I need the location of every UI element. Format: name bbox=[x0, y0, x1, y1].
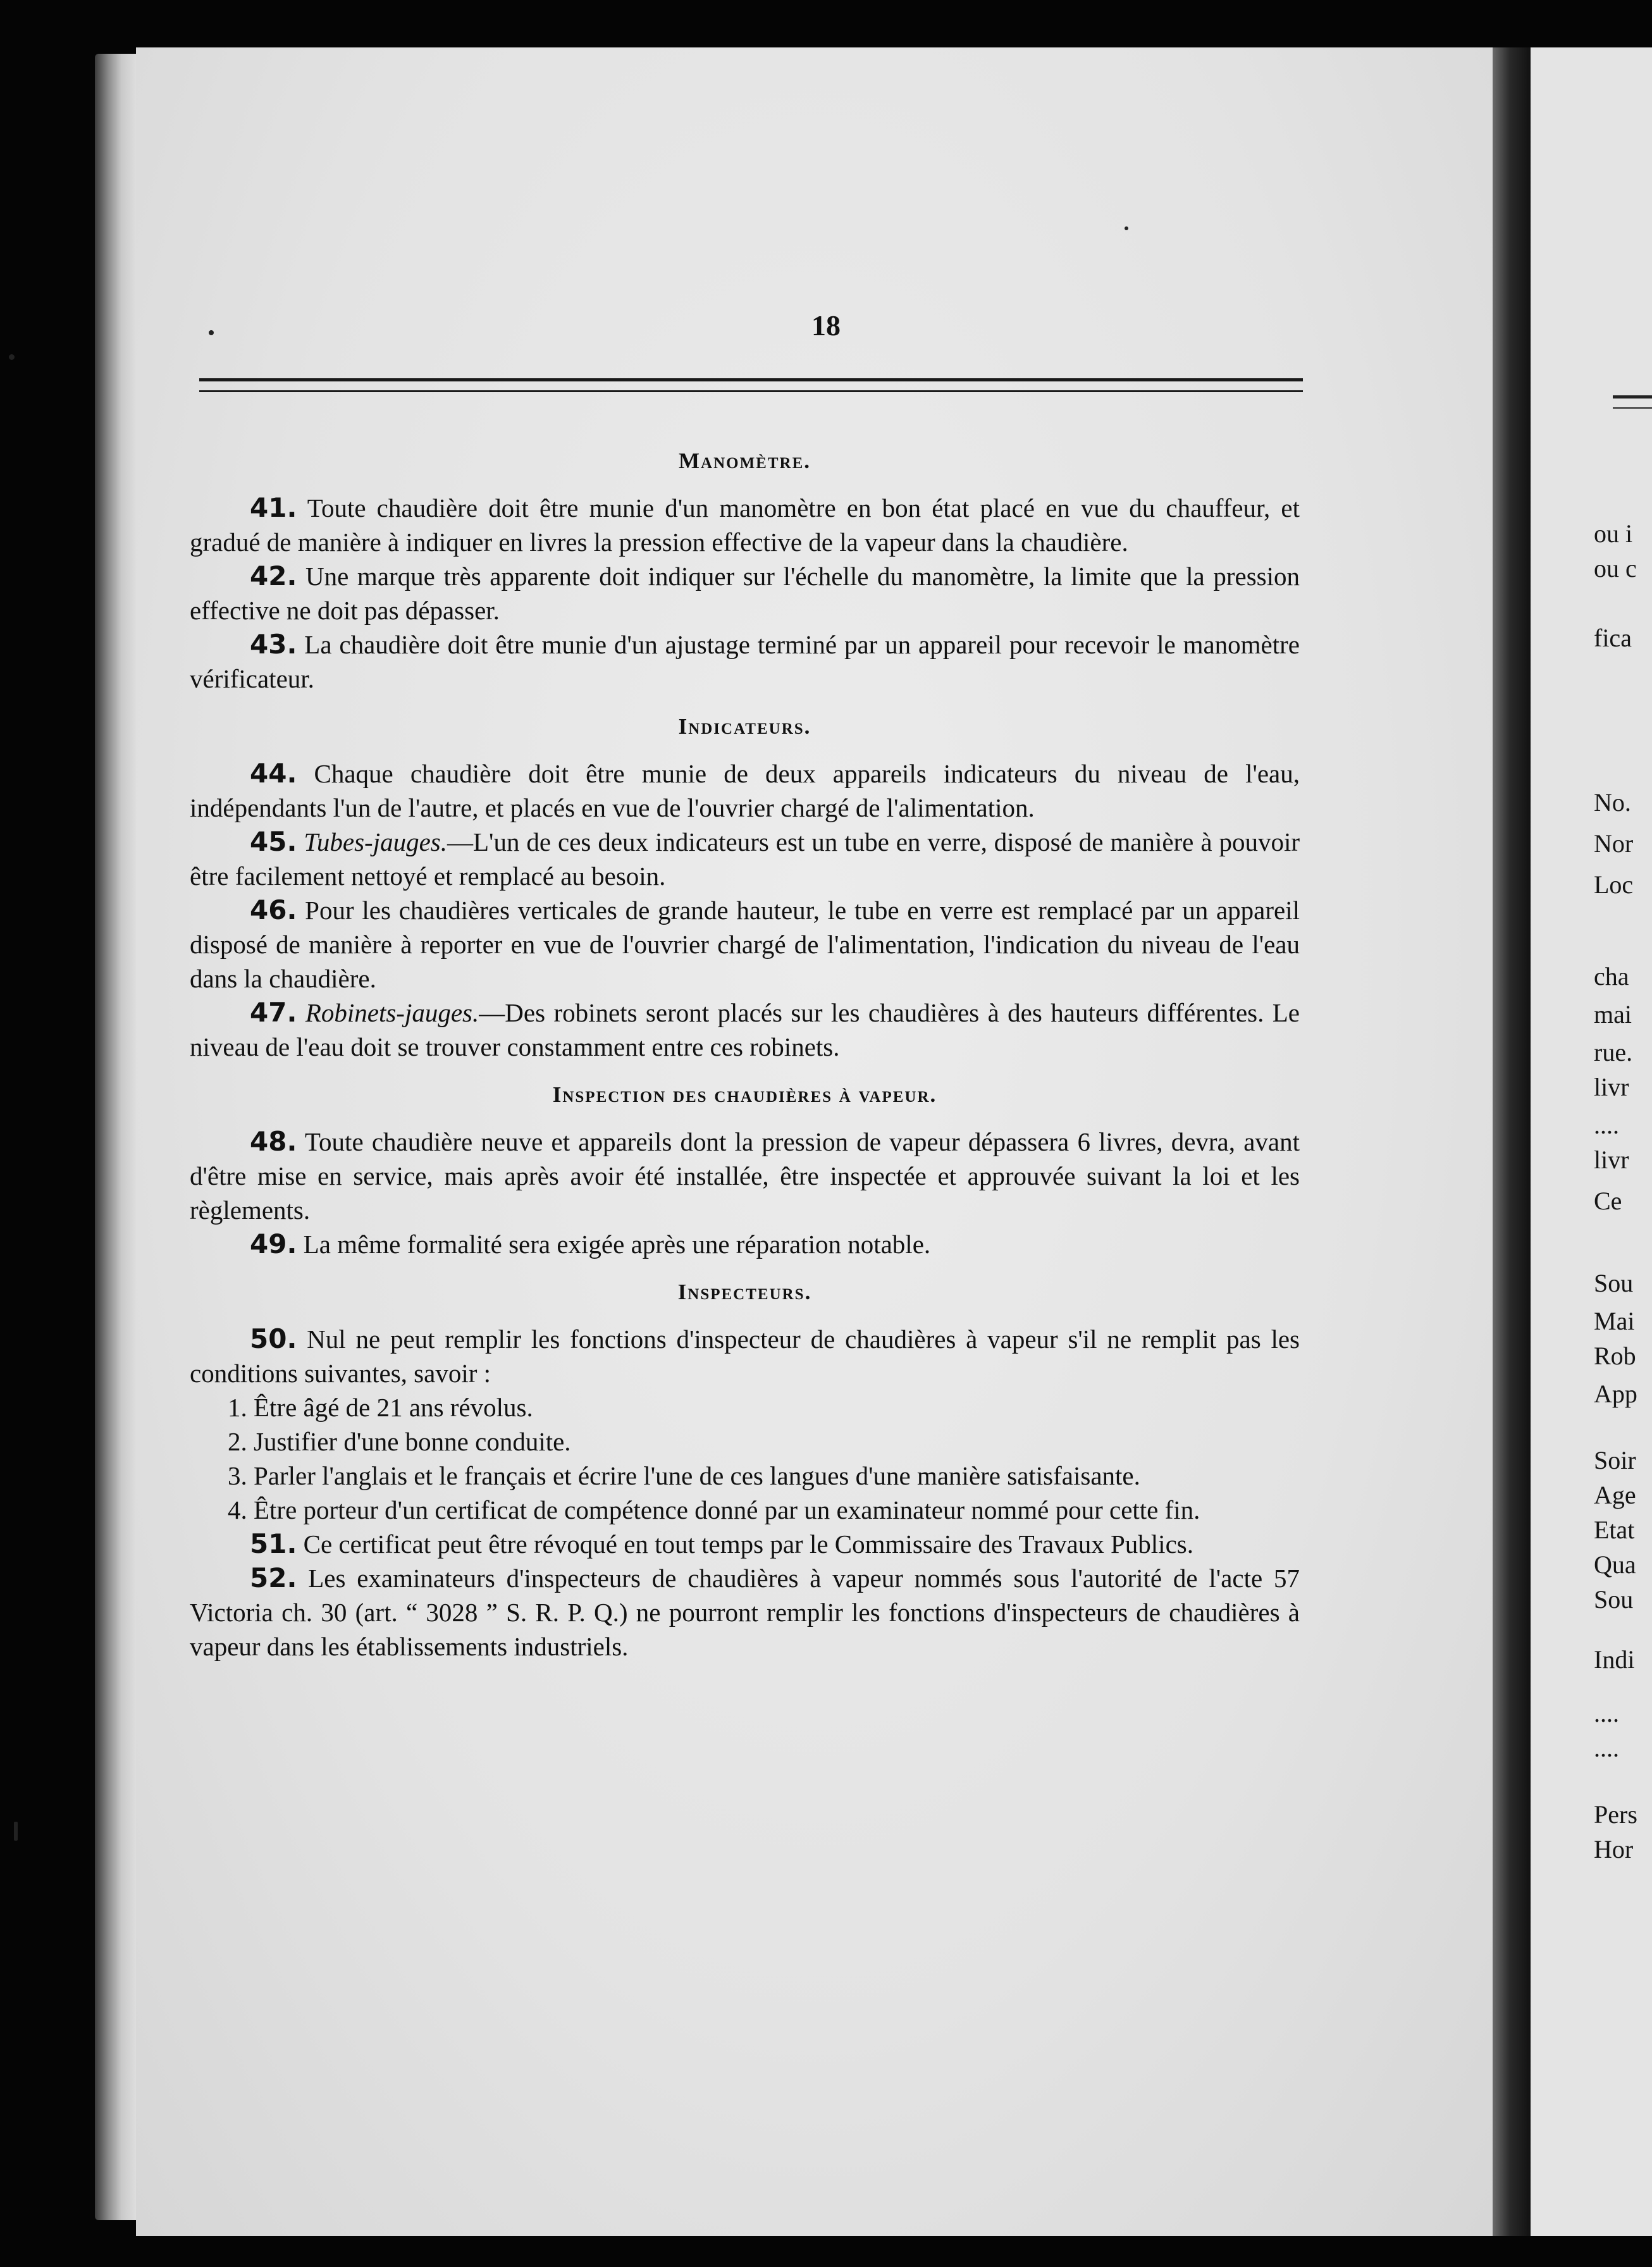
facing-page-text: Loc bbox=[1594, 870, 1634, 899]
page-number: 18 bbox=[811, 309, 841, 342]
article-paragraph bbox=[190, 893, 1300, 996]
condition-item: 1. Être âgé de 21 ans révolus. bbox=[228, 1393, 533, 1422]
article-paragraph bbox=[190, 1527, 1300, 1561]
article-number: 46. bbox=[250, 894, 297, 925]
article-text: La même formalité sera exigée après une réparation notable. bbox=[297, 1230, 931, 1259]
facing-page-text: App bbox=[1594, 1380, 1637, 1408]
page-content bbox=[190, 430, 1300, 1664]
facing-page-text: Etat bbox=[1594, 1516, 1635, 1544]
article-paragraph bbox=[190, 1322, 1300, 1390]
facing-page-text: Soir bbox=[1594, 1446, 1636, 1474]
facing-page bbox=[1531, 47, 1652, 2236]
article-paragraph bbox=[190, 491, 1300, 559]
facing-page-text: livr bbox=[1594, 1146, 1629, 1174]
ink-speck bbox=[1125, 226, 1128, 230]
article-paragraph bbox=[190, 825, 1300, 893]
article-text: Chaque chaudière doit être munie de deux appareils indicateurs du niveau de l'eau, indépendants l'un de l'autre, et placés en vue de l'ouvrier chargé de l'alimentation. bbox=[190, 759, 1300, 822]
article-paragraph bbox=[190, 996, 1300, 1064]
article-paragraph bbox=[190, 1125, 1300, 1227]
facing-page-text: No. bbox=[1594, 788, 1631, 817]
article-number: 52. bbox=[250, 1562, 297, 1593]
facing-page-text: .... bbox=[1594, 1111, 1619, 1139]
facing-page-text: .... bbox=[1594, 1699, 1619, 1727]
section-heading: Inspecteurs. bbox=[677, 1280, 812, 1304]
article-paragraph bbox=[190, 1561, 1300, 1664]
facing-page-text: Ce bbox=[1594, 1187, 1622, 1215]
facing-page-text: Nor bbox=[1594, 829, 1634, 858]
facing-page-text: ou c bbox=[1594, 554, 1637, 583]
article-number: 44. bbox=[250, 758, 297, 789]
article-number: 51. bbox=[250, 1528, 297, 1559]
article-paragraph bbox=[190, 757, 1300, 825]
page-stack-edge bbox=[95, 54, 139, 2220]
article-subtitle: Tubes-jauges. bbox=[304, 827, 448, 856]
facing-page-text: Rob bbox=[1594, 1342, 1636, 1370]
article-text: Toute chaudière neuve et appareils dont la pression de vapeur dépassera 6 livres, devra, avant d'être mise en service, mais après avoir été installée, être inspectée et approuvée suivant la loi et les règlements. bbox=[190, 1127, 1300, 1225]
facing-page-text: fica bbox=[1594, 624, 1632, 652]
condition-item: 4. Être porteur d'un certificat de compétence donné par un examinateur nommé pour cette fin. bbox=[228, 1495, 1200, 1524]
article-number: 41. bbox=[250, 492, 297, 523]
facing-page-text: livr bbox=[1594, 1073, 1629, 1101]
facing-page-text: mai bbox=[1594, 1000, 1632, 1028]
article-paragraph bbox=[190, 559, 1300, 627]
facing-page-text: Mai bbox=[1594, 1307, 1635, 1335]
ink-speck bbox=[14, 1822, 18, 1841]
article-number: 47. bbox=[250, 997, 297, 1028]
facing-page-text: Qua bbox=[1594, 1550, 1636, 1579]
article-number: 49. bbox=[250, 1228, 297, 1259]
article-text: Les examinateurs d'inspecteurs de chaudières à vapeur nommés sous l'autorité de l'acte 57 Victoria ch. 30 (art. “ 3028 ” S. R. P. Q.) ne pourront remplir les fonctions d'inspecteurs de chaudières à vapeur dans les établissements industriels. bbox=[190, 1564, 1300, 1661]
facing-page-text: Sou bbox=[1594, 1269, 1634, 1297]
article-number: 45. bbox=[250, 826, 297, 857]
section-heading: Manomètre. bbox=[678, 448, 811, 473]
facing-page-text: Pers bbox=[1594, 1800, 1637, 1829]
section-heading: Inspection des chaudières à vapeur. bbox=[552, 1082, 937, 1107]
article-number: 48. bbox=[250, 1126, 297, 1157]
article-number: 50. bbox=[250, 1323, 297, 1354]
article-number: 43. bbox=[250, 629, 297, 660]
header-rule bbox=[199, 378, 1303, 392]
ink-speck bbox=[9, 354, 15, 360]
facing-page-text: Hor bbox=[1594, 1835, 1634, 1863]
condition-item: 2. Justifier d'une bonne conduite. bbox=[228, 1427, 571, 1456]
condition-item: 3. Parler l'anglais et le français et écrire l'une de ces langues d'une manière satisfaisante. bbox=[228, 1461, 1140, 1490]
facing-page-text: Sou bbox=[1594, 1585, 1634, 1614]
article-text: —Des robinets seront placés sur les chaudières à des hauteurs différentes. Le niveau de l'eau doit se trouver constamment entre ces robinets. bbox=[190, 998, 1300, 1061]
article-text: Une marque très apparente doit indiquer sur l'échelle du manomètre, la limite que la pression effective ne doit pas dépasser. bbox=[190, 562, 1300, 625]
book-gutter bbox=[1493, 47, 1531, 2236]
article-number: 42. bbox=[250, 560, 297, 591]
facing-page-text: ou i bbox=[1594, 519, 1633, 548]
facing-page-text: rue. bbox=[1594, 1038, 1633, 1066]
article-text: Toute chaudière doit être munie d'un manomètre en bon état placé en vue du chauffeur, et gradué de manière à indiquer en livres la pression effective de la vapeur dans la chaudière. bbox=[190, 493, 1300, 557]
article-paragraph bbox=[190, 1227, 1300, 1261]
article-text: La chaudière doit être munie d'un ajustage terminé par un appareil pour recevoir le manomètre vérificateur. bbox=[190, 630, 1300, 693]
article-text: Pour les chaudières verticales de grande hauteur, le tube en verre est remplacé par un appareil disposé de manière à reporter en vue de l'ouvrier chargé de l'alimentation, l'indication du niveau de l'eau dans la chaudière. bbox=[190, 896, 1300, 993]
ink-speck bbox=[209, 330, 214, 335]
facing-page-rule bbox=[1613, 395, 1652, 409]
facing-page-text: Indi bbox=[1594, 1645, 1635, 1674]
article-paragraph bbox=[190, 627, 1300, 696]
article-text: —L'un de ces deux indicateurs est un tube en verre, disposé de manière à pouvoir être facilement nettoyé et remplacé au besoin. bbox=[190, 827, 1300, 891]
facing-page-text: .... bbox=[1594, 1734, 1619, 1762]
facing-page-text: Age bbox=[1594, 1481, 1636, 1509]
article-text: Nul ne peut remplir les fonctions d'inspecteur de chaudières à vapeur s'il ne remplit pas les conditions suivantes, savoir : bbox=[190, 1325, 1300, 1388]
section-heading: Indicateurs. bbox=[678, 714, 811, 739]
facing-page-text: cha bbox=[1594, 962, 1629, 991]
article-text: Ce certificat peut être révoqué en tout temps par le Commissaire des Travaux Publics. bbox=[297, 1529, 1193, 1559]
article-subtitle: Robinets-jauges. bbox=[305, 998, 479, 1027]
